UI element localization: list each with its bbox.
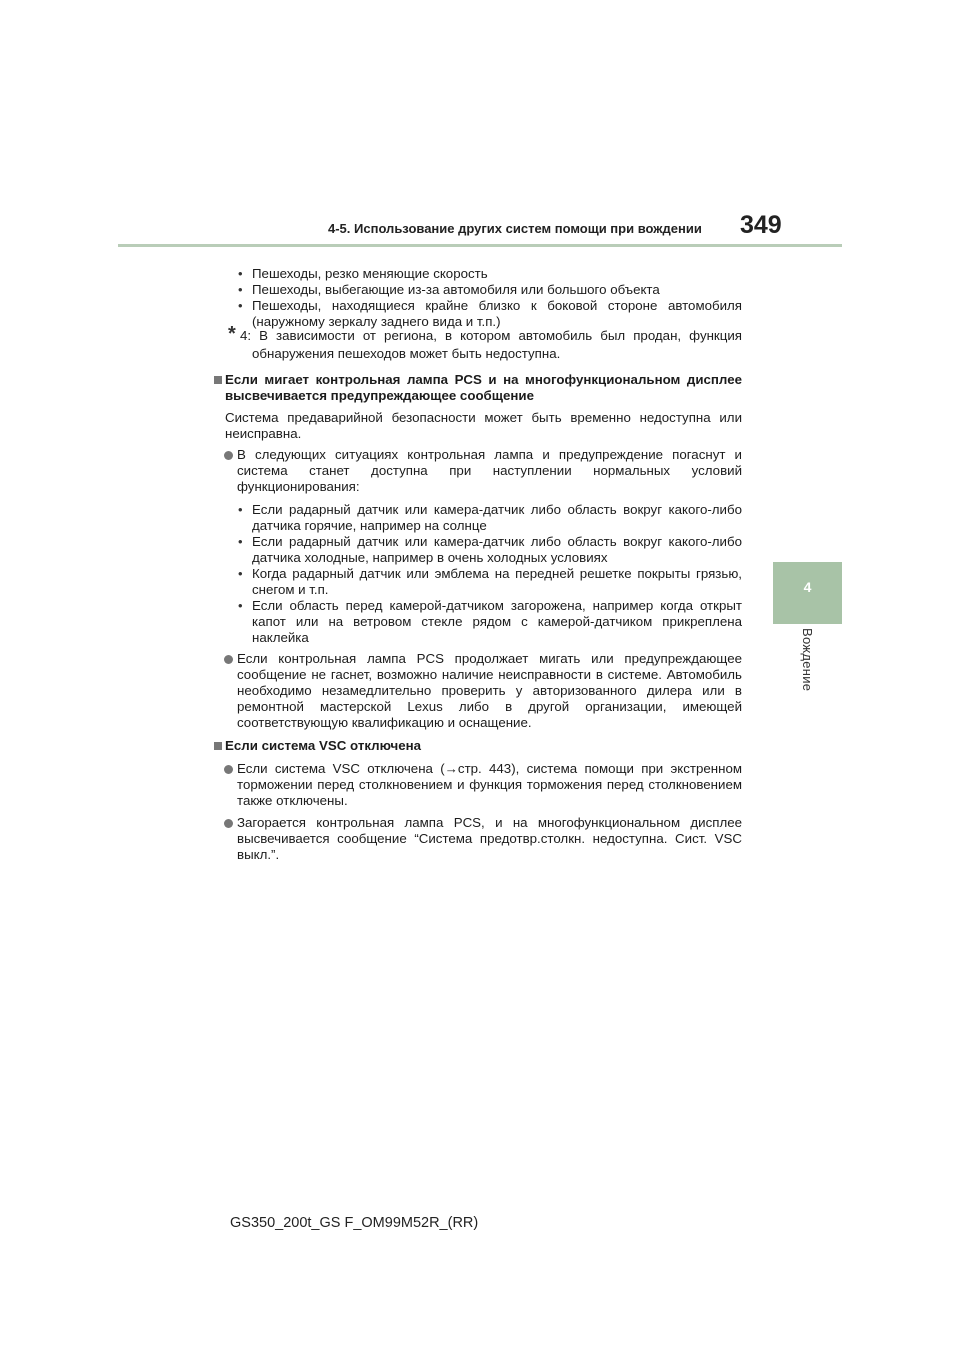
bullet-text: датчика горячие, например на солнце	[252, 518, 487, 533]
list-item-text: выкл.”.	[237, 847, 280, 862]
list-item-text: система станет доступна при наступлении нормальных условий	[237, 463, 742, 478]
running-header: 4-5. Использование других систем помощи при вождении	[328, 221, 702, 236]
bullet-dot: •	[238, 282, 243, 297]
footnote-marker: *	[228, 323, 236, 345]
paragraph: неисправна.	[225, 426, 302, 441]
bullet-text: (наружному зеркалу заднего вида и т.п.)	[252, 314, 501, 329]
bullet-text: датчика холодные, например в очень холодных условиях	[252, 550, 608, 565]
list-item-text: высвечивается сообщение “Система предотвр.столкн. недоступна. Сист. VSC	[237, 831, 742, 846]
list-item-text: В следующих ситуациях контрольная лампа и предупреждение погаснут и	[237, 447, 742, 462]
chapter-tab-number: 4	[803, 579, 812, 595]
bullet-text: Пешеходы, резко меняющие скорость	[252, 266, 488, 281]
section-heading: Если система VSC отключена	[225, 738, 422, 753]
list-item-text: Если контрольная лампа PCS продолжает мигать или предупреждающее	[237, 651, 742, 666]
list-item-text: Загорается контрольная лампа PCS, и на многофункциональном дисплее	[237, 815, 742, 830]
bullet-text: Пешеходы, находящиеся крайне близко к боковой стороне автомобиля	[252, 298, 742, 313]
bullet-text: Если радарный датчик или камера-датчик либо область вокруг какого-либо	[252, 502, 742, 517]
bullet-text: наклейка	[252, 630, 309, 645]
footnote-text: 4: В зависимости от региона, в котором автомобиль был продан, функция	[240, 328, 742, 343]
page-number: 349	[740, 211, 782, 239]
footnote-text: обнаружения пешеходов может быть недоступна.	[252, 346, 561, 361]
document-code: GS350_200t_GS F_OM99M52R_(RR)	[230, 1215, 479, 1231]
list-item-text: функционирования:	[237, 479, 360, 494]
bullet-dot: •	[238, 298, 243, 313]
chapter-tab-label: Вождение	[800, 628, 815, 692]
list-circle-icon	[224, 765, 233, 774]
list-item-text: ремонтной мастерской Lexus либо в другой организации, имеющей	[237, 699, 742, 714]
list-circle-icon	[224, 655, 233, 664]
bullet-text: Если радарный датчик или камера-датчик либо область вокруг какого-либо	[252, 534, 742, 549]
bullet-text: Когда радарный датчик или эмблема на передней решетке покрыты грязью,	[252, 566, 742, 581]
section-heading: Если мигает контрольная лампа PCS и на многофункциональном дисплее	[225, 372, 742, 387]
list-item-text: необходимо незамедлительно проверить у авторизованного дилера или в	[237, 683, 742, 698]
section-square-icon	[214, 376, 222, 384]
list-item-text: сообщение не гаснет, возможно наличие неисправности в системе. Автомобиль	[237, 667, 742, 682]
bullet-text: Если область перед камерой-датчиком загорожена, например когда открыт	[252, 598, 742, 613]
section-heading: высвечивается предупреждающее сообщение	[225, 388, 534, 403]
bullet-dot: •	[238, 566, 243, 581]
list-item-text: соответствующую квалификацию и оснащение.	[237, 715, 532, 730]
list-item-text: торможении перед столкновением и функция торможения перед столкновением	[237, 777, 742, 792]
paragraph: Система предаварийной безопасности может быть временно недоступна или	[225, 410, 742, 425]
bullet-dot: •	[238, 598, 243, 613]
bullet-text: капот или на ветровом стекле рядом с камерой-датчиком прикреплена	[252, 614, 742, 629]
list-circle-icon	[224, 819, 233, 828]
bullet-text: снегом и т.п.	[252, 582, 329, 597]
bullet-dot: •	[238, 266, 243, 281]
list-item-text: Если система VSC отключена (→стр. 443), система помощи при экстренном	[237, 761, 742, 776]
list-circle-icon	[224, 451, 233, 460]
bullet-text: Пешеходы, выбегающие из-за автомобиля или большого объекта	[252, 282, 660, 297]
bullet-dot: •	[238, 534, 243, 549]
header-rule	[118, 244, 842, 247]
list-item-text: также отключены.	[237, 793, 348, 808]
bullet-dot: •	[238, 502, 243, 517]
section-square-icon	[214, 742, 222, 750]
